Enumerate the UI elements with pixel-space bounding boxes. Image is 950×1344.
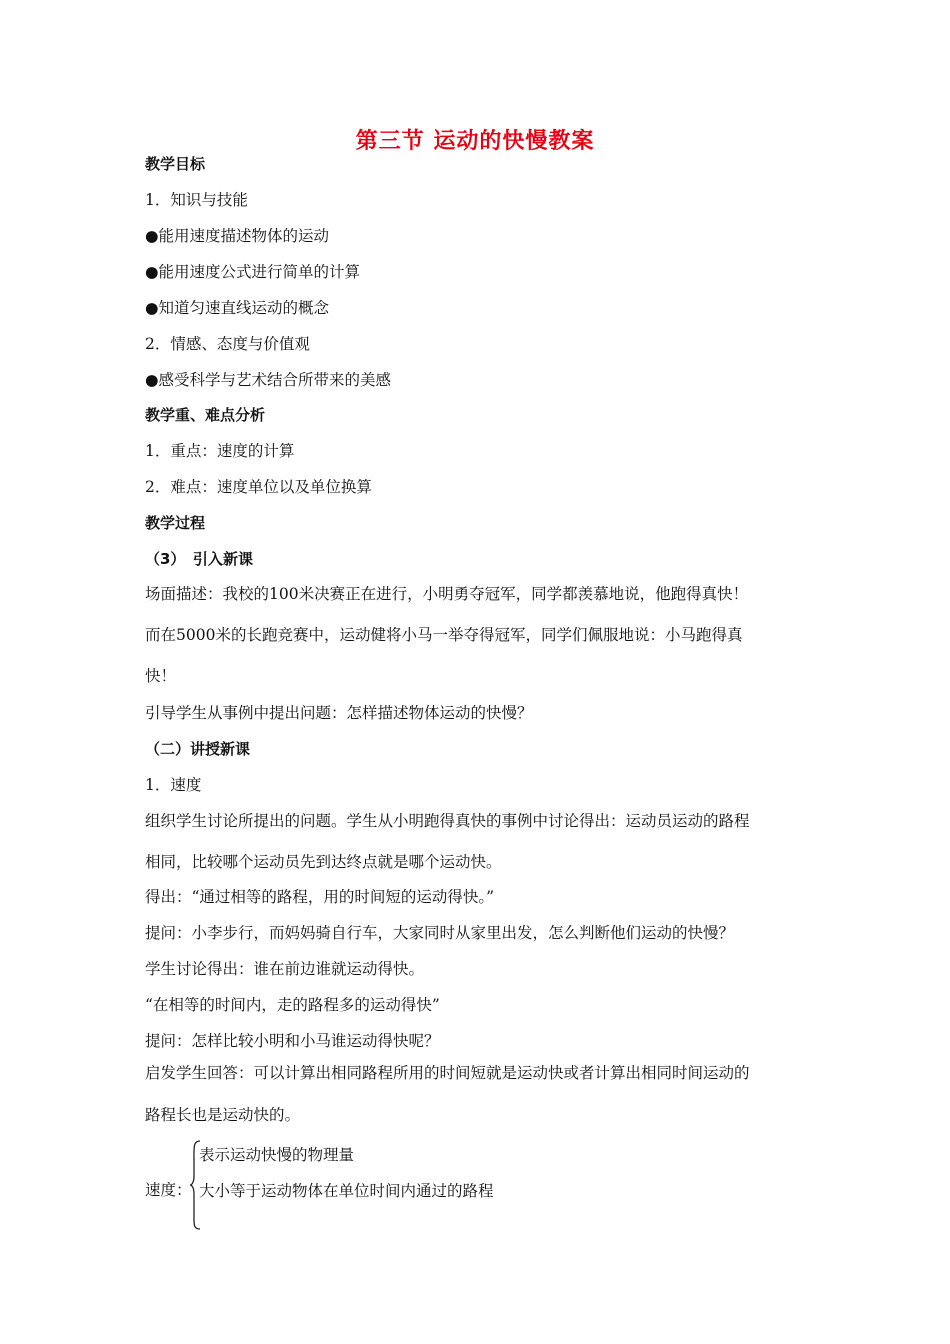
text-line: 快！	[145, 667, 177, 685]
text-line: 提问：小李步行，而妈妈骑自行车，大家同时从家里出发，怎么判断他们运动的快慢？	[145, 924, 735, 942]
section-heading: 教学重、难点分析	[145, 406, 266, 424]
speed-definition	[145, 1140, 645, 1230]
speed-def-item: 大小等于运动物体在单位时间内通过的路程	[199, 1182, 494, 1200]
text-line: “在相等的时间内，走的路程多的运动得快”	[145, 996, 440, 1014]
text-line: 路程长也是运动快的。	[145, 1106, 301, 1124]
speed-def-item: 表示运动快慢的物理量	[199, 1146, 355, 1164]
text-line: ●能用速度描述物体的运动	[145, 227, 330, 245]
section-heading: 教学过程	[145, 514, 206, 532]
text-line: 2．情感、态度与价值观	[145, 335, 310, 353]
text-line: ●知道匀速直线运动的概念	[145, 299, 330, 317]
section-heading: （3） 引入新课	[145, 550, 253, 568]
text-line: 相同，比较哪个运动员先到达终点就是哪个运动快。	[145, 853, 502, 871]
text-line: ●能用速度公式进行简单的计算	[145, 263, 361, 281]
text-line: 场面描述：我校的100米决赛正在进行，小明勇夺冠军，同学都羡慕地说，他跑得真快！	[145, 585, 749, 603]
text-line: 得出：“通过相等的路程，用的时间短的运动得快。”	[145, 888, 495, 906]
text-line: 2．难点：速度单位以及单位换算	[145, 478, 372, 496]
text-line: 1．速度	[145, 776, 202, 794]
speed-label: 速度：	[145, 1181, 192, 1199]
text-line: ●感受科学与艺术结合所带来的美感	[145, 371, 392, 389]
section-heading: （二）讲授新课	[145, 740, 251, 758]
text-line: 提问：怎样比较小明和小马谁运动得快呢？	[145, 1032, 440, 1050]
text-line: 引导学生从事例中提出问题：怎样描述物体运动的快慢？	[145, 704, 533, 722]
page-title: 第三节 运动的快慢教案	[355, 129, 595, 154]
text-line: 组织学生讨论所提出的问题。学生从小明跑得真快的事例中讨论得出：运动员运动的路程	[145, 812, 750, 830]
text-line: 启发学生回答：可以计算出相同路程所用的时间短就是运动快或者计算出相同时间运动的	[145, 1064, 750, 1082]
text-line: 学生讨论得出：谁在前边谁就运动得快。	[145, 960, 425, 978]
text-line: 1．重点：速度的计算	[145, 442, 295, 460]
section-heading: 教学目标	[145, 155, 206, 173]
text-line: 而在5000米的长跑竞赛中，运动健将小马一举夺得冠军，同学们佩服地说：小马跑得真	[145, 626, 743, 644]
text-line: 1．知识与技能	[145, 191, 248, 209]
